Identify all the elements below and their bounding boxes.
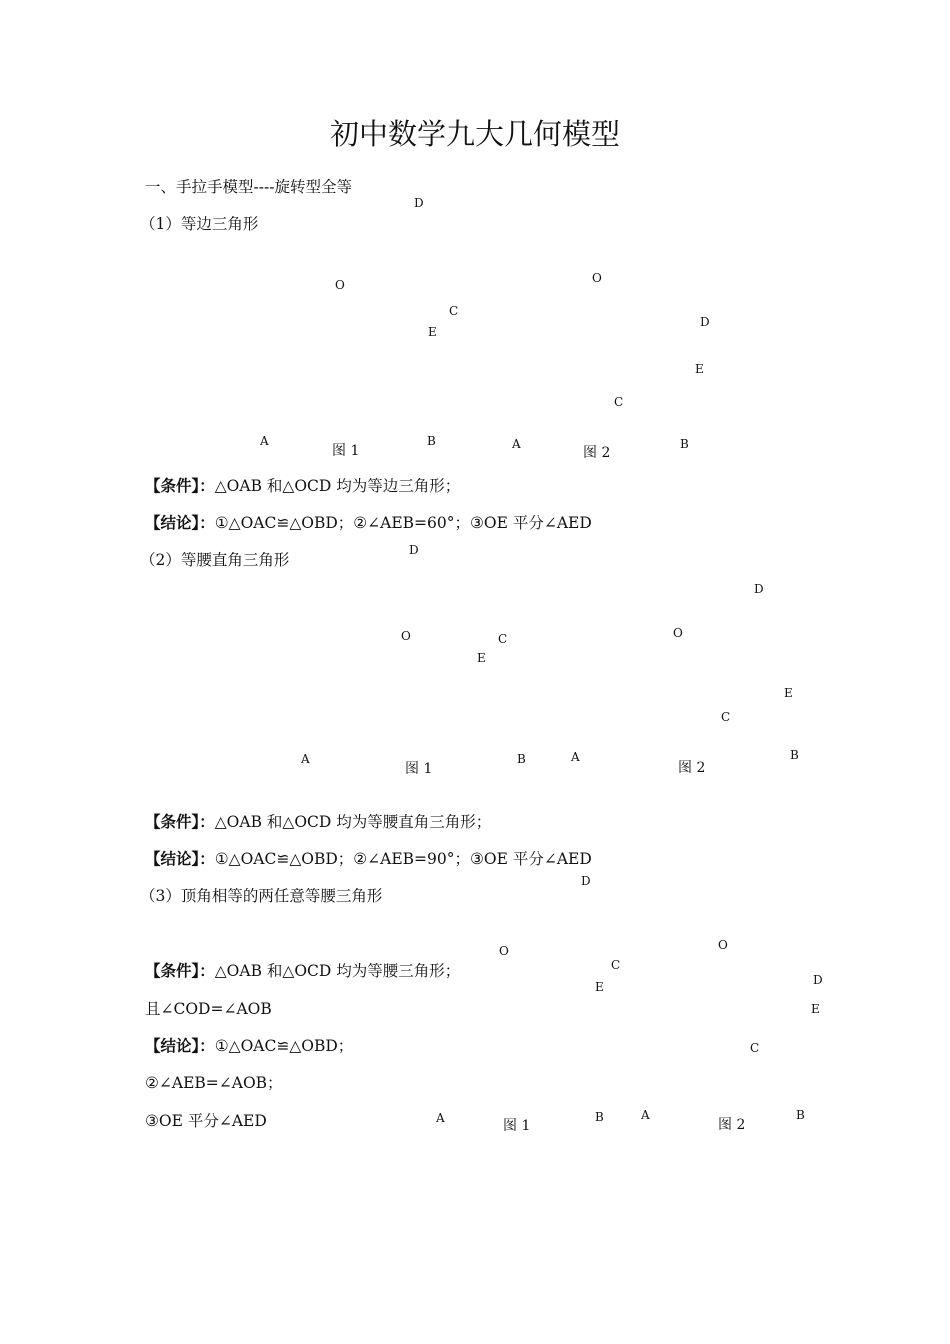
condition-label: 【条件】： [145, 961, 215, 980]
figure-caption: 图 2 [583, 445, 611, 461]
point-label: O [499, 944, 509, 958]
point-label: A [641, 1108, 650, 1122]
conclusion-3-item-3: ③OE 平分∠AED [145, 1112, 267, 1130]
conclusion-text: ①△OAC≌△OBD；②∠AEB=60°；③OE 平分∠AED [214, 514, 592, 532]
conclusion-label: 【结论】： [145, 513, 215, 532]
point-label: O [673, 626, 683, 640]
point-label: O [592, 271, 602, 285]
point-label: B [595, 1110, 604, 1124]
conclusion-text: ①△OAC≌△OBD； [214, 1037, 354, 1055]
point-label: C [611, 958, 621, 972]
point-label: C [750, 1041, 760, 1055]
conclusion-3-item-2: ②∠AEB=∠AOB； [145, 1074, 283, 1092]
point-label: B [427, 434, 436, 448]
point-label: E [695, 362, 704, 376]
point-label: D [700, 315, 710, 329]
point-label: C [614, 395, 624, 409]
conclusion-label: 【结论】： [145, 1036, 215, 1055]
subheading-equilateral: （1）等边三角形 [140, 215, 259, 233]
condition-3 [145, 959, 460, 981]
point-label: D [813, 973, 823, 987]
subheading-isosceles-any: （3）顶角相等的两任意等腰三角形 [140, 887, 383, 905]
figure-caption: 图 1 [503, 1118, 531, 1134]
point-label: E [477, 651, 486, 665]
point-label: C [498, 632, 508, 646]
point-label: C [721, 710, 731, 724]
condition-label: 【条件】： [145, 476, 215, 495]
condition-2 [145, 810, 491, 832]
point-label: E [811, 1002, 820, 1016]
conclusion-3 [145, 1034, 353, 1056]
condition-1 [145, 474, 460, 496]
point-label: D [581, 874, 591, 888]
point-label: E [784, 686, 793, 700]
condition-text: △OAB 和△OCD 均为等腰三角形； [214, 962, 461, 980]
point-label: B [680, 437, 689, 451]
conclusion-label: 【结论】： [145, 849, 215, 868]
point-label: E [595, 980, 604, 994]
conclusion-1 [145, 511, 592, 533]
point-label: E [428, 325, 437, 339]
point-label: A [436, 1111, 445, 1125]
point-label: A [512, 437, 521, 451]
page-title: 初中数学九大几何模型 [329, 117, 620, 151]
conclusion-text: ①△OAC≌△OBD；②∠AEB=90°；③OE 平分∠AED [214, 850, 592, 868]
point-label: O [718, 938, 728, 952]
figure-caption: 图 2 [718, 1117, 746, 1133]
point-label: B [796, 1108, 805, 1122]
condition-extra: 且∠COD=∠AOB [145, 1000, 272, 1018]
point-label: A [260, 434, 269, 448]
point-label: D [414, 196, 424, 210]
condition-label: 【条件】： [145, 812, 215, 831]
point-label: A [571, 750, 580, 764]
point-label: D [754, 582, 764, 596]
point-label: O [335, 278, 345, 292]
figure-caption: 图 2 [678, 760, 706, 776]
condition-text: △OAB 和△OCD 均为等边三角形； [214, 477, 461, 495]
condition-text: △OAB 和△OCD 均为等腰直角三角形； [214, 813, 492, 831]
figure-caption: 图 1 [332, 443, 360, 459]
point-label: B [790, 748, 799, 762]
point-label: O [401, 629, 411, 643]
point-label: A [301, 752, 310, 766]
point-label: C [449, 304, 459, 318]
point-label: D [409, 543, 419, 557]
subheading-isosceles-right: （2）等腰直角三角形 [140, 551, 290, 569]
figure-caption: 图 1 [405, 761, 433, 777]
section-heading: 一、手拉手模型----旋转型全等 [145, 178, 352, 196]
conclusion-2 [145, 847, 592, 869]
point-label: B [517, 752, 526, 766]
